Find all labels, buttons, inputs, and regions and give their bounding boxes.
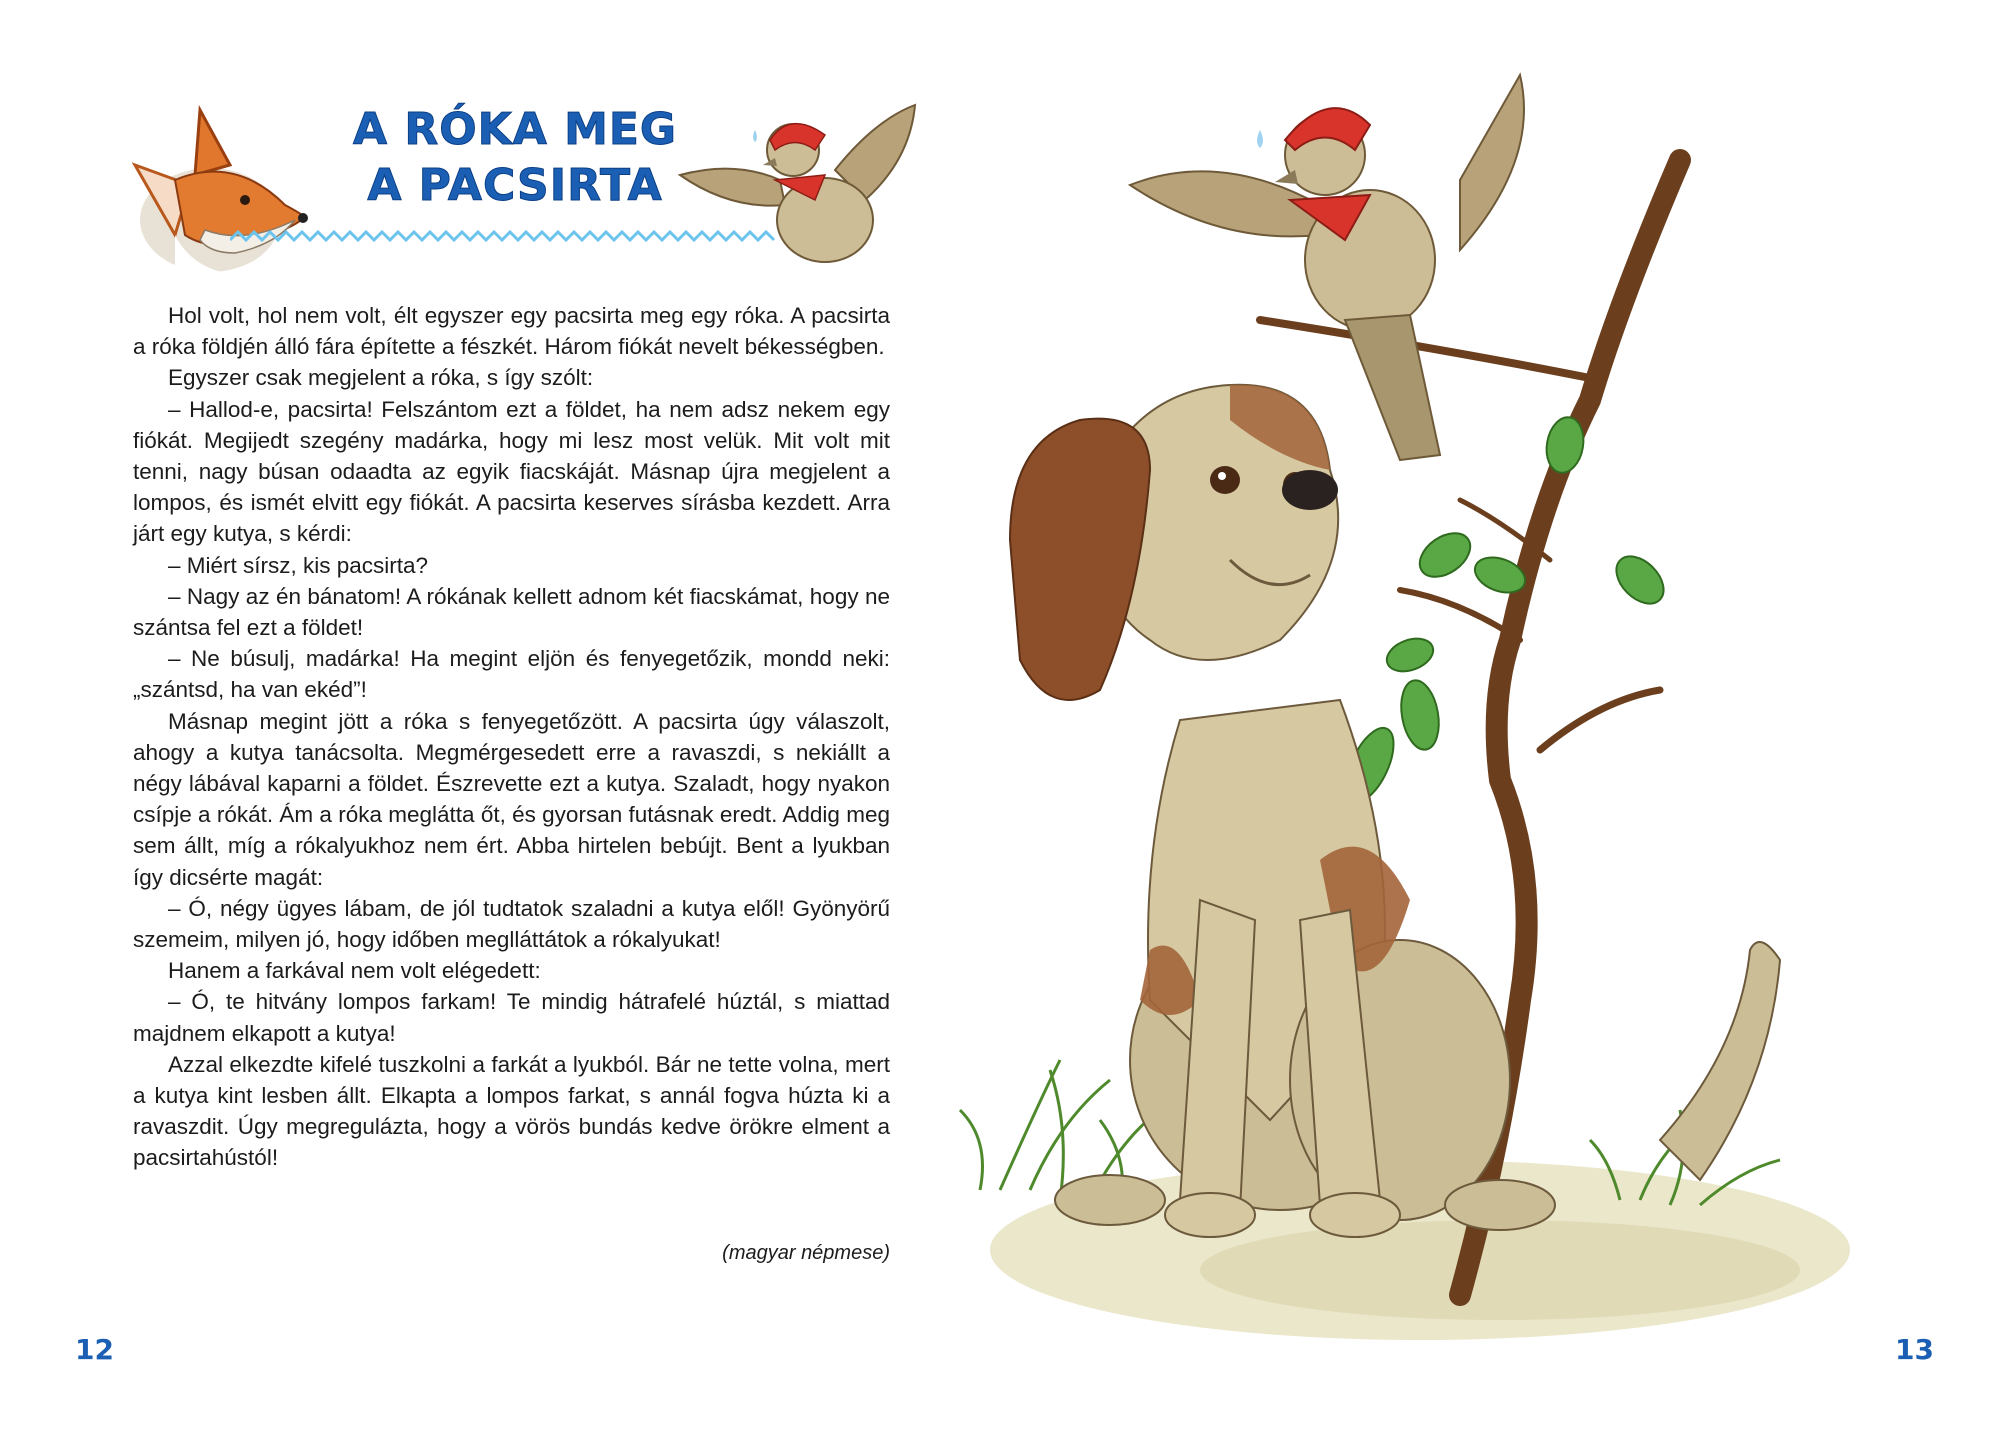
dialogue-paragraph: – Ne búsulj, madárka! Ha megint eljön és fenyegetőzik, mondd neki: „szántsd, ha van ekéd”! — [133, 646, 890, 703]
dog-lark-tree-illustration — [900, 0, 2008, 1447]
dog — [1010, 385, 1780, 1237]
page-number-left: 12 — [75, 1333, 114, 1366]
lark-illustration-small — [675, 100, 925, 270]
paragraph: Másnap megint jött a róka s fenyegetőzött. A pacsirta úgy válaszolt, ahogy a kutya tanácsolta. Megmérgesedett erre a ravaszdi, s nekiállt a négy lábával kaparni a földet. Észrevette ezt a kutya. Szaladt, hogy nyakon csípje a rókát. Ám a róka meglátta őt, és gyorsan futásnak eredt. Addig meg sem állt, míg a rókalyukhoz nem ért. Abba hirtelen bebújt. Bent a lyukban így dicsérte magát: — [133, 708, 890, 890]
page-number-right: 13 — [1895, 1333, 1934, 1366]
paragraph: Azzal elkezdte kifelé tuszkolni a farkát a lyukból. Bár ne tette volna, mert a kutya kint lesben állt. Elkapta a lompos farkat, s annál fogva húzta ki a ravaszdit. Úgy megregulázta, hogy a vörös bundás kedve örökre elment a pacsirtahústól! — [133, 1051, 890, 1171]
title-line-1: A RÓKA MEG — [352, 104, 678, 155]
dog-tail — [1660, 942, 1780, 1180]
story-text — [133, 300, 890, 1174]
left-page — [0, 0, 980, 1447]
paragraph: Hanem a farkával nem volt elégedett: — [168, 958, 541, 984]
tree-branch — [1260, 320, 1600, 380]
story-source: (magyar népmese) — [722, 1242, 890, 1264]
dialogue-paragraph: – Ó, te hitvány lompos farkam! Te mindig hátrafelé húztál, s miattad majdnem elkapott a kutya! — [133, 989, 890, 1046]
dialogue-paragraph: – Hallod-e, pacsirta! Felszántom ezt a földet, ha nem adsz nekem egy fiókát. Megijedt szegény madárka, hogy mi lesz most velük. Mit volt mit tenni, nagy búsan odaadta az egyik fiacskáját. Másnap újra megjelent a lompos, és ismét elvitt egy fiókát. A pacsirta keserves sírásba kezdett. Arra járt egy kutya, s kérdi: — [133, 396, 890, 547]
dialogue-paragraph: – Nagy az én bánatom! A rókának kellett adnom két fiacskámat, hogy ne szántsa fel ezt a földet! — [133, 583, 890, 641]
dog-ear — [1010, 419, 1150, 700]
story-title — [345, 102, 685, 214]
right-page — [900, 0, 2008, 1447]
title-line-2: A PACSIRTA — [367, 160, 663, 211]
dialogue-paragraph: – Miért sírsz, kis pacsirta? — [168, 552, 429, 578]
paragraph: Egyszer csak megjelent a róka, s így szólt: — [168, 365, 594, 391]
dialogue-paragraph: – Ó, négy ügyes lábam, de jól tudtatok szaladni a kutya elől! Gyönyörű szemeim, milyen jó, hogy időben meglláttátok a rókalyukat! — [133, 895, 890, 953]
paragraph: Hol volt, hol nem volt, élt egyszer egy pacsirta meg egy róka. A pacsirta a róka földjén álló fára építette a fészkét. Három fiókát nevelt békességben. — [133, 303, 890, 360]
fox-illustration — [115, 95, 315, 275]
